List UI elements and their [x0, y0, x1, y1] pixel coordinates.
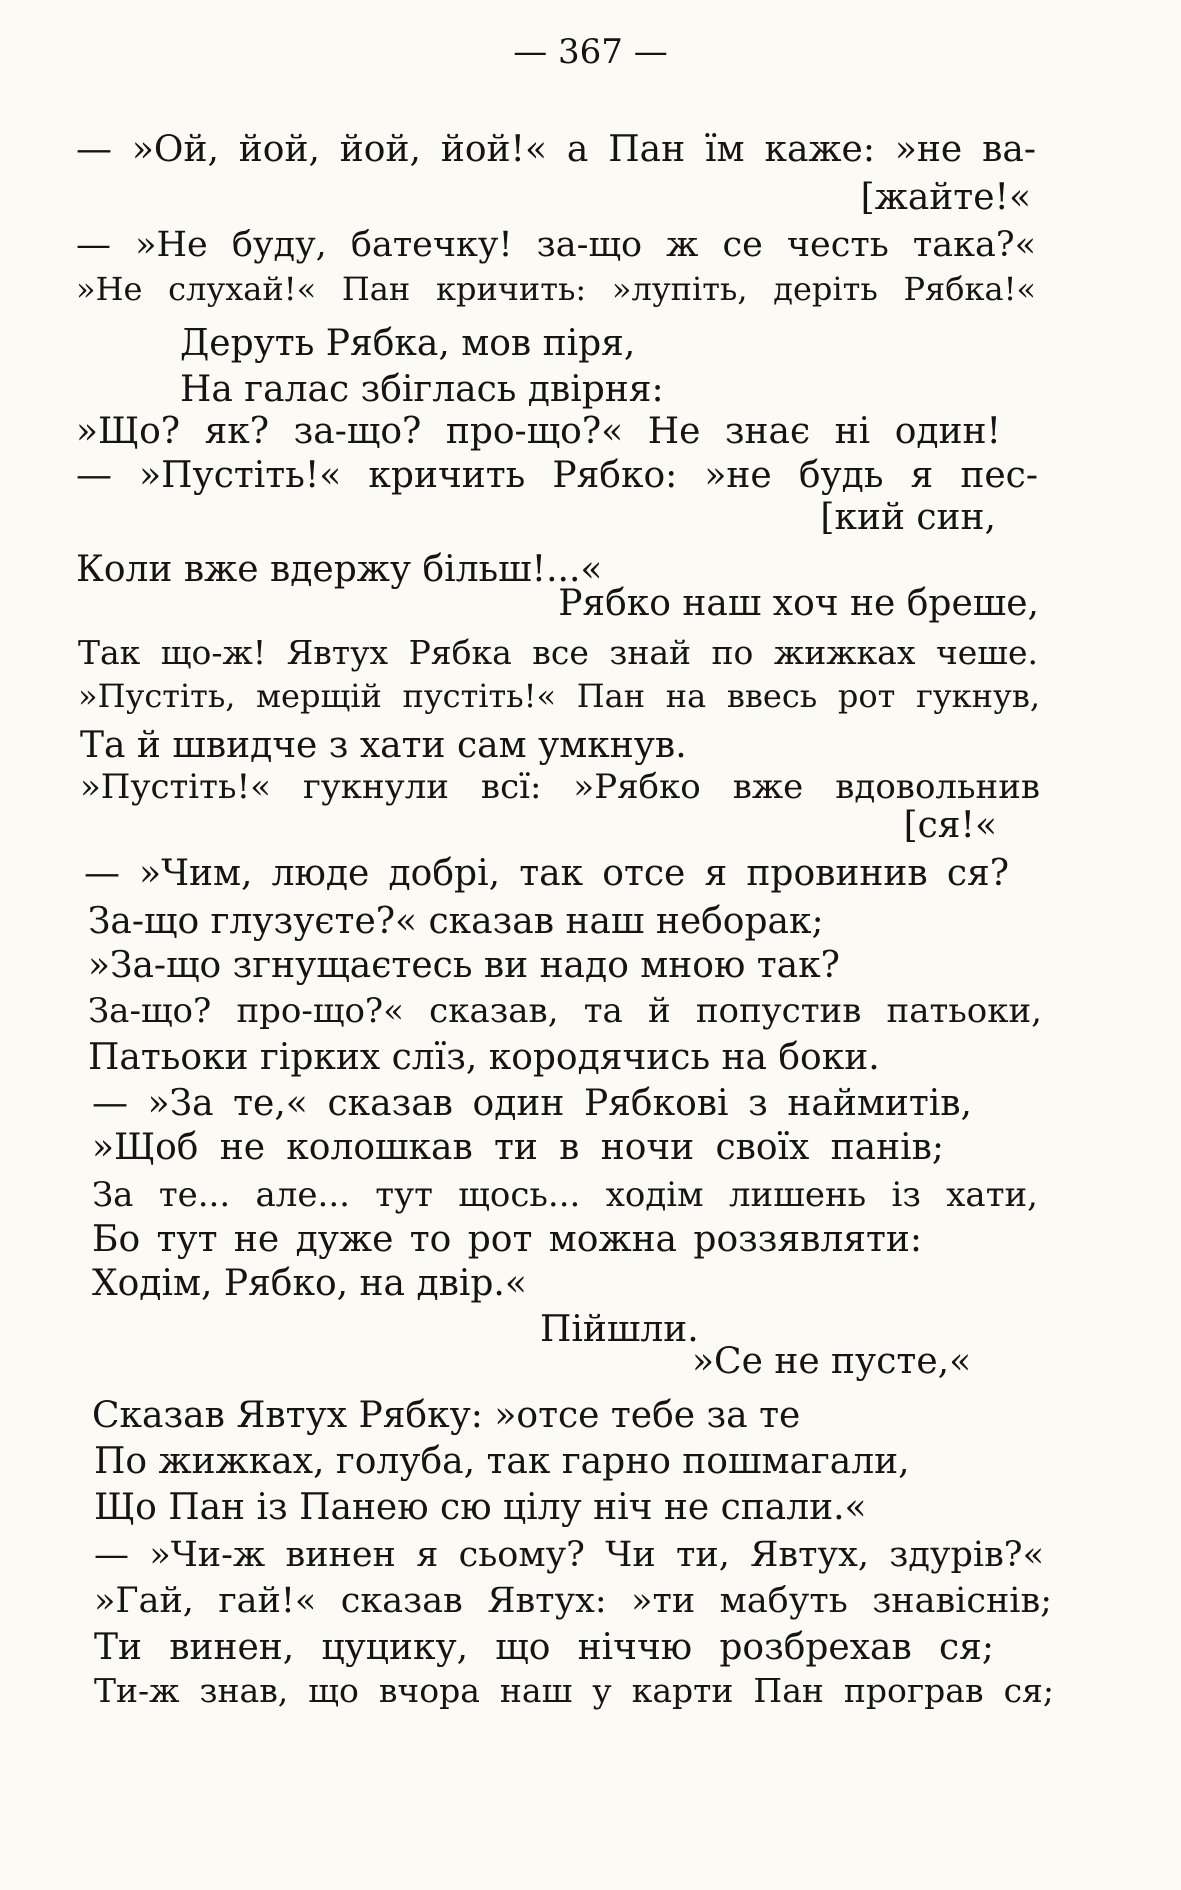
poem-line-21: Патьоки гірких слїз, кородячись на боки.: [88, 1037, 880, 1078]
poem-line-9: [кий син,: [820, 497, 996, 538]
page-number: — 367 —: [513, 32, 668, 72]
poem-line-32: — »Чи-ж винен я сьому? Чи ти, Явтух, здурів?«: [94, 1535, 1044, 1575]
poem-line-34: Ти винен, цуцику, що ніччю розбрехав ся;: [94, 1627, 994, 1668]
poem-line-13: »Пустіть, мерщій пустіть!« Пан на ввесь рот гукнув,: [78, 677, 1040, 715]
poem-line-35: Ти-ж знав, що вчора наш у карти Пан програв ся;: [94, 1671, 1054, 1710]
poem-line-33: »Гай, гай!« сказав Явтух: »ти мабуть знавіснів;: [94, 1581, 1052, 1621]
poem-line-14: Та й швидче з хати сам умкнув.: [80, 725, 687, 766]
poem-line-12: Так що-ж! Явтух Рябка все знай по жижках чеше.: [78, 633, 1038, 672]
poem-line-17: — »Чим, люде добрі, так отсе я провинив ся?: [84, 853, 1009, 894]
poem-line-23: »Щоб не колошкав ти в ночи своїх панів;: [92, 1127, 944, 1168]
poem-line-19: »За-що згнущаєтесь ви надо мною так?: [88, 945, 840, 986]
poem-line-5: Деруть Рябка, мов піря,: [180, 323, 636, 364]
poem-line-20: За-що? про-що?« сказав, та й попустив патьоки,: [88, 991, 1042, 1031]
poem-line-29: Сказав Явтух Рябку: »отсе тебе за те: [92, 1395, 801, 1436]
poem-line-8: — »Пустіть!« кричить Рябко: »не будь я пес-: [76, 455, 1038, 496]
poem-line-1: — »Ой, йой, йой, йой!« а Пан їм каже: »не ва-: [76, 129, 1036, 170]
poem-line-2: [жайте!«: [860, 177, 1031, 218]
poem-line-24: За те... але... тут щось... ходім лишень із хати,: [92, 1175, 1038, 1215]
poem-line-15: »Пустіть!« гукнули всї: »Рябко вже вдовольнив: [80, 767, 1040, 807]
poem-line-30: По жижках, голуба, так гарно пошмагали,: [94, 1441, 910, 1482]
poem-line-11: Рябко наш хоч не бреше,: [558, 583, 1039, 624]
poem-line-16: [ся!«: [903, 805, 997, 846]
poem-line-18: За-що глузуєте?« сказав наш неборак;: [88, 901, 824, 942]
poem-line-25: Бо тут не дуже то рот можна роззявляти:: [92, 1219, 922, 1260]
poem-line-26: Ходім, Рябко, на двір.«: [92, 1263, 527, 1304]
poem-line-10: Коли вже вдержу більш!...«: [76, 549, 603, 590]
poem-line-7: »Що? як? за-що? про-що?« Не знає ні один!: [76, 411, 1001, 452]
poem-line-27: Пійшли.: [540, 1309, 699, 1350]
poem-line-31: Що Пан із Панею сю цілу ніч не спали.«: [94, 1487, 867, 1528]
poem-line-3: — »Не буду, батечку! за-що ж се честь така?«: [76, 225, 1036, 265]
poem-line-22: — »За те,« сказав один Рябкові з наймитів,: [92, 1083, 972, 1124]
poem-line-6: На галас збіглась двірня:: [180, 369, 664, 410]
poem-line-28: »Се не пусте,«: [692, 1341, 972, 1382]
poem-line-4: »Не слухай!« Пан кричить: »лупіть, деріть Рябка!«: [76, 270, 1036, 308]
